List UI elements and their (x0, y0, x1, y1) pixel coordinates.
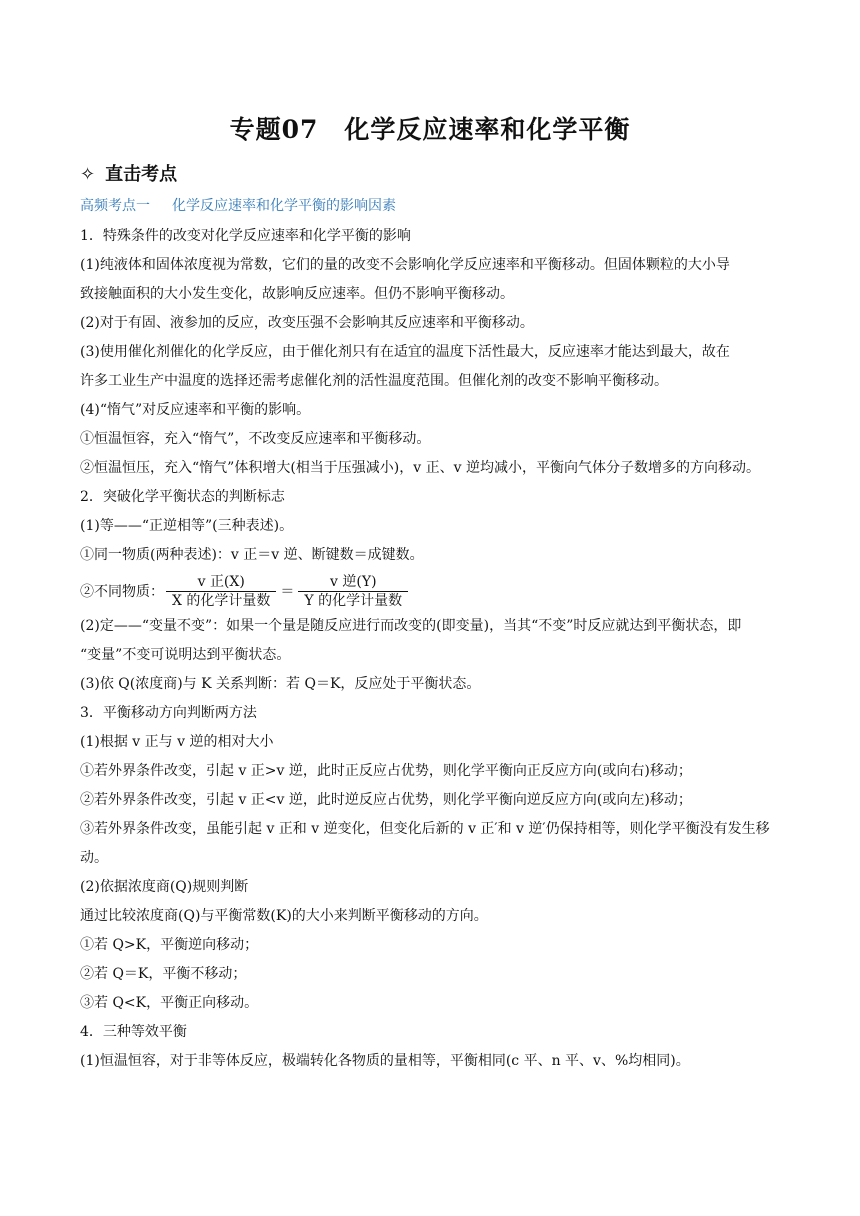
text-line: ①若 Q>K，平衡逆向移动； (80, 937, 259, 953)
fraction-denominator: X 的化学计量数 (172, 592, 271, 609)
text-line: ②恒温恒压，充入“惰气”体积增大(相当于压强减小)，v 正、v 逆均减小，平衡向气体分子数增多的方向移动。 (80, 460, 760, 476)
text-line: 3．平衡移动方向判断两方法 (80, 705, 257, 721)
text-line: (1)纯液体和固体浓度视为常数，它们的量的改变不会影响化学反应速率和平衡移动。但固体颗粒的大小导 (80, 257, 730, 273)
text-line: ①若外界条件改变，引起 v 正>v 逆，此时正反应占优势，则化学平衡向正反应方向(或向右)移动； (80, 763, 692, 779)
fraction-numerator: v 正(X) (197, 573, 245, 590)
document-body (80, 222, 782, 1076)
text-line: 4．三种等效平衡 (80, 1024, 187, 1040)
fraction-denominator: Y 的化学计量数 (304, 592, 403, 609)
section-label: 直击考点 (105, 164, 178, 185)
fraction-left (166, 573, 276, 610)
topic-heading (80, 195, 396, 215)
text-line: ③若 Q<K，平衡正向移动。 (80, 995, 259, 1011)
fraction-numerator: v 逆(Y) (330, 573, 377, 590)
text-line: 动。 (80, 850, 108, 866)
fraction-prefix: ②不同物质： (80, 584, 164, 600)
text-line: “变量”不变可说明达到平衡状态。 (80, 647, 291, 663)
text-line: ②若外界条件改变，引起 v 正<v 逆，此时逆反应占优势，则化学平衡向逆反应方向(或向左)移动； (80, 792, 692, 808)
text-line: (1)恒温恒容，对于非等体反应，极端转化各物质的量相等，平衡相同(c 平、n 平、v、%均相同)。 (80, 1053, 690, 1069)
text-line: (1)等——“正逆相等”(三种表述)。 (80, 518, 294, 534)
text-line: 通过比较浓度商(Q)与平衡常数(K)的大小来判断平衡移动的方向。 (80, 908, 488, 924)
text-line: ①同一物质(两种表述)：v 正＝v 逆、断键数＝成键数。 (80, 547, 424, 563)
text-line: ②若 Q＝K，平衡不移动； (80, 966, 247, 982)
text-line: (3)使用催化剂催化的化学反应，由于催化剂只有在适宜的温度下活性最大，反应速率才能达到最大，故在 (80, 344, 730, 360)
text-line: 1．特殊条件的改变对化学反应速率和化学平衡的影响 (80, 228, 411, 244)
topic-label: 高频考点一 (80, 198, 150, 214)
fraction-right (298, 573, 408, 610)
fraction-equation (80, 570, 782, 612)
star-icon: ✧ (80, 164, 96, 185)
text-line: 致接触面积的大小发生变化，故影响反应速率。但仍不影响平衡移动。 (80, 286, 514, 302)
topic-text: 化学反应速率和化学平衡的影响因素 (172, 198, 396, 214)
text-line: (2)定——“变量不变”：如果一个量是随反应进行而改变的(即变量)，当其“不变”时反应就达到平衡状态，即 (80, 618, 742, 634)
section-heading (80, 160, 177, 186)
text-line: (2)对于有固、液参加的反应，改变压强不会影响其反应速率和平衡移动。 (80, 315, 534, 331)
text-line: 许多工业生产中温度的选择还需考虑催化剂的活性温度范围。但催化剂的改变不影响平衡移动。 (80, 373, 668, 389)
text-line: (4)“惰气”对反应速率和平衡的影响。 (80, 402, 311, 418)
text-line: ①恒温恒容，充入“惰气”，不改变反应速率和平衡移动。 (80, 431, 431, 447)
page-title: 专题07 化学反应速率和化学平衡 (229, 115, 631, 144)
text-line: 2．突破化学平衡状态的判断标志 (80, 489, 285, 505)
text-line: (1)根据 v 正与 v 逆的相对大小 (80, 734, 274, 750)
text-line: (3)依 Q(浓度商)与 K 关系判断：若 Q＝K，反应处于平衡状态。 (80, 676, 481, 692)
equals-sign: ＝ (280, 584, 295, 600)
text-line: (2)依据浓度商(Q)规则判断 (80, 879, 249, 895)
text-line: ③若外界条件改变，虽能引起 v 正和 v 逆变化，但变化后新的 v 正′和 v 逆′仍保持相等，则化学平衡没有发生移 (80, 821, 770, 837)
